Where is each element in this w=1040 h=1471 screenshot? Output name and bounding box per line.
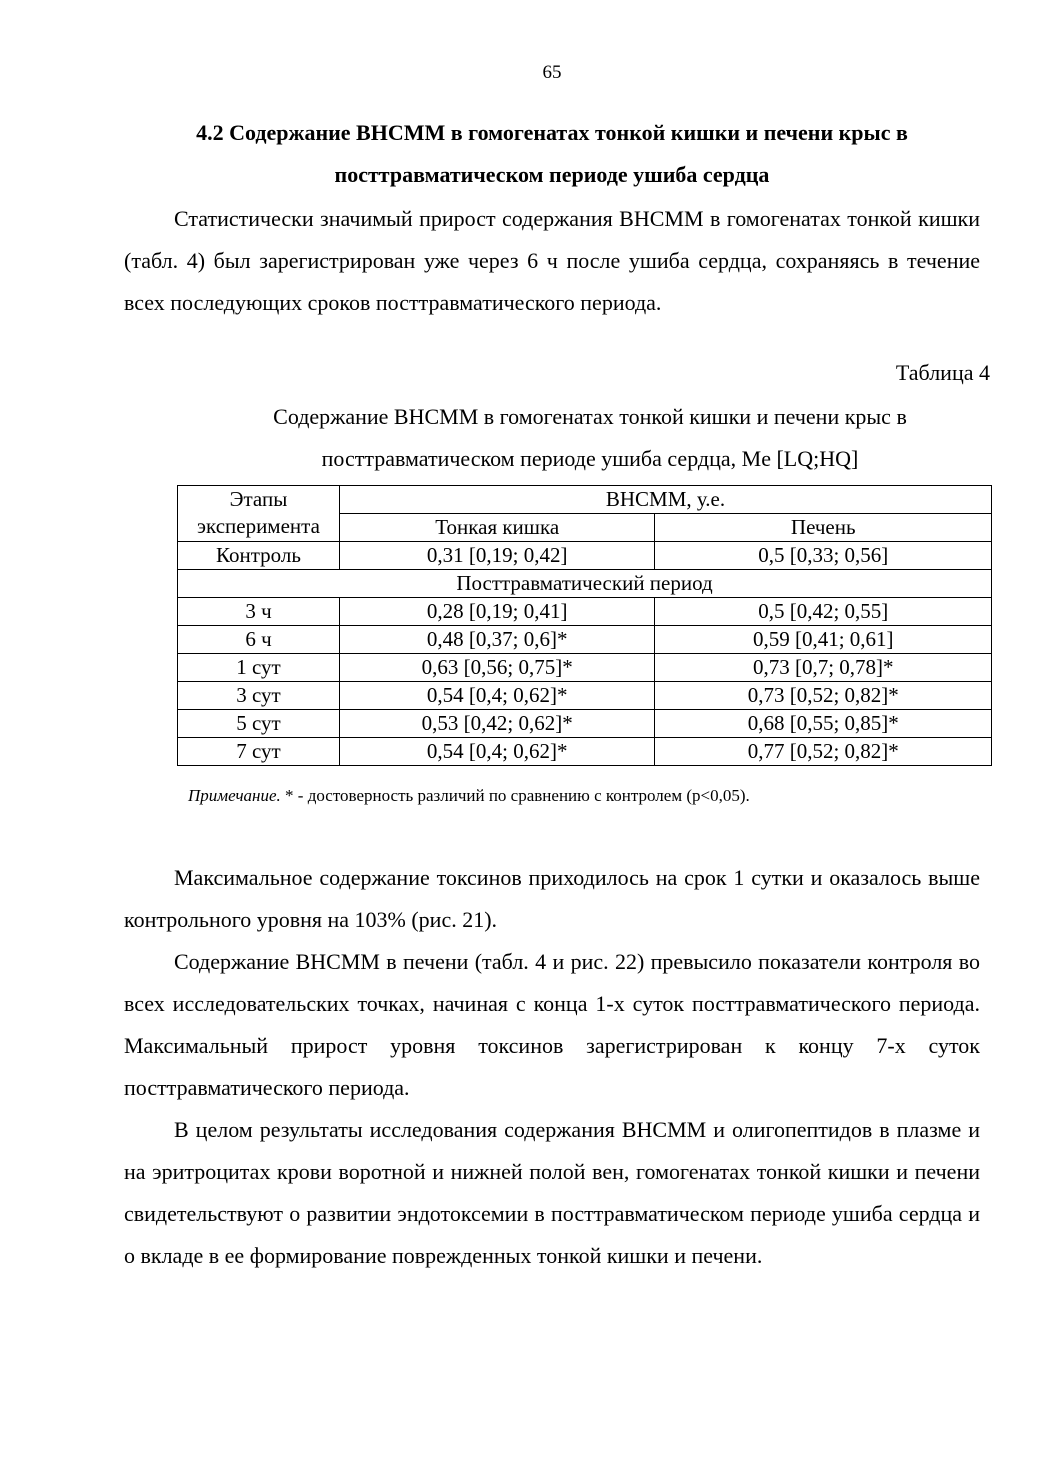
- table-row: [178, 710, 992, 738]
- cell-liver: 0,73 [0,7; 0,78]*: [655, 654, 992, 682]
- table-row: [178, 654, 992, 682]
- cell-liver: 0,68 [0,55; 0,85]*: [655, 710, 992, 738]
- cell-stage: 1 сут: [178, 654, 340, 682]
- header-stage: Этапы эксперимента: [178, 486, 340, 542]
- table-header-row: [178, 486, 992, 514]
- table-row: [178, 626, 992, 654]
- table-period-row: [178, 570, 992, 598]
- cell-intestine: 0,63 [0,56; 0,75]*: [339, 654, 655, 682]
- results-table: [177, 485, 992, 766]
- table-title: Содержание ВНСММ в гомогенатах тонкой кишки и печени крыс в посттравматическом периоде ушиба сердца, Me [LQ;HQ]: [273, 404, 907, 471]
- cell-liver: 0,73 [0,52; 0,82]*: [655, 682, 992, 710]
- page-number: 65: [542, 62, 562, 83]
- cell-liver: 0,5 [0,33; 0,56]: [655, 542, 992, 570]
- cell-intestine: 0,31 [0,19; 0,42]: [339, 542, 655, 570]
- section-heading: 4.2 Содержание ВНСММ в гомогенатах тонкой кишки и печени крыс в посттравматическом периоде ушиба сердца: [196, 120, 908, 187]
- period-label: Посттравматический период: [178, 570, 992, 598]
- cell-intestine: 0,54 [0,4; 0,62]*: [339, 738, 655, 766]
- cell-intestine: 0,54 [0,4; 0,62]*: [339, 682, 655, 710]
- cell-stage: Контроль: [178, 542, 340, 570]
- cell-intestine: 0,28 [0,19; 0,41]: [339, 598, 655, 626]
- cell-stage: 6 ч: [178, 626, 340, 654]
- cell-liver: 0,77 [0,52; 0,82]*: [655, 738, 992, 766]
- header-intestine: Тонкая кишка: [339, 514, 655, 542]
- paragraph-conclusion: В целом результаты исследования содержания ВНСММ и олигопептидов в плазме и на эритроцитах крови воротной и нижней полой вен, гомогенатах тонкой кишки и печени свидетельствуют о развитии эндотоксемии в посттравматическом периоде ушиба сердца и о вкладе в ее формирование поврежденных тонкой кишки и печени.: [124, 1117, 980, 1268]
- note-text: * - достоверность различий по сравнению с контролем (р<0,05).: [280, 786, 750, 805]
- cell-stage: 7 сут: [178, 738, 340, 766]
- paragraph-max-intestine: Максимальное содержание токсинов приходилось на срок 1 сутки и оказалось выше контрольного уровня на 103% (рис. 21).: [124, 865, 980, 932]
- table-row: [178, 598, 992, 626]
- cell-stage: 3 ч: [178, 598, 340, 626]
- paragraph-intro: Статистически значимый прирост содержания ВНСММ в гомогенатах тонкой кишки (табл. 4) был зарегистрирован уже через 6 ч после ушиба сердца, сохраняясь в течение всех последующих сроков посттравматического периода.: [124, 206, 980, 315]
- table-row: [178, 682, 992, 710]
- cell-stage: 5 сут: [178, 710, 340, 738]
- cell-intestine: 0,53 [0,42; 0,62]*: [339, 710, 655, 738]
- note-label: Примечание.: [188, 786, 281, 805]
- table-row-control: [178, 542, 992, 570]
- header-group: ВНСММ, у.е.: [339, 486, 991, 514]
- cell-liver: 0,59 [0,41; 0,61]: [655, 626, 992, 654]
- table-label: Таблица 4: [895, 360, 990, 385]
- cell-stage: 3 сут: [178, 682, 340, 710]
- header-liver: Печень: [655, 514, 992, 542]
- paragraph-liver: Содержание ВНСММ в печени (табл. 4 и рис. 22) превысило показатели контроля во всех исследовательских точках, начиная с конца 1-х суток посттравматического периода. Максимальный прирост уровня токсинов зарегистрирован к концу 7-х суток посттравматического периода.: [124, 949, 980, 1100]
- table-note: [188, 785, 750, 807]
- cell-liver: 0,5 [0,42; 0,55]: [655, 598, 992, 626]
- cell-intestine: 0,48 [0,37; 0,6]*: [339, 626, 655, 654]
- table-row: [178, 738, 992, 766]
